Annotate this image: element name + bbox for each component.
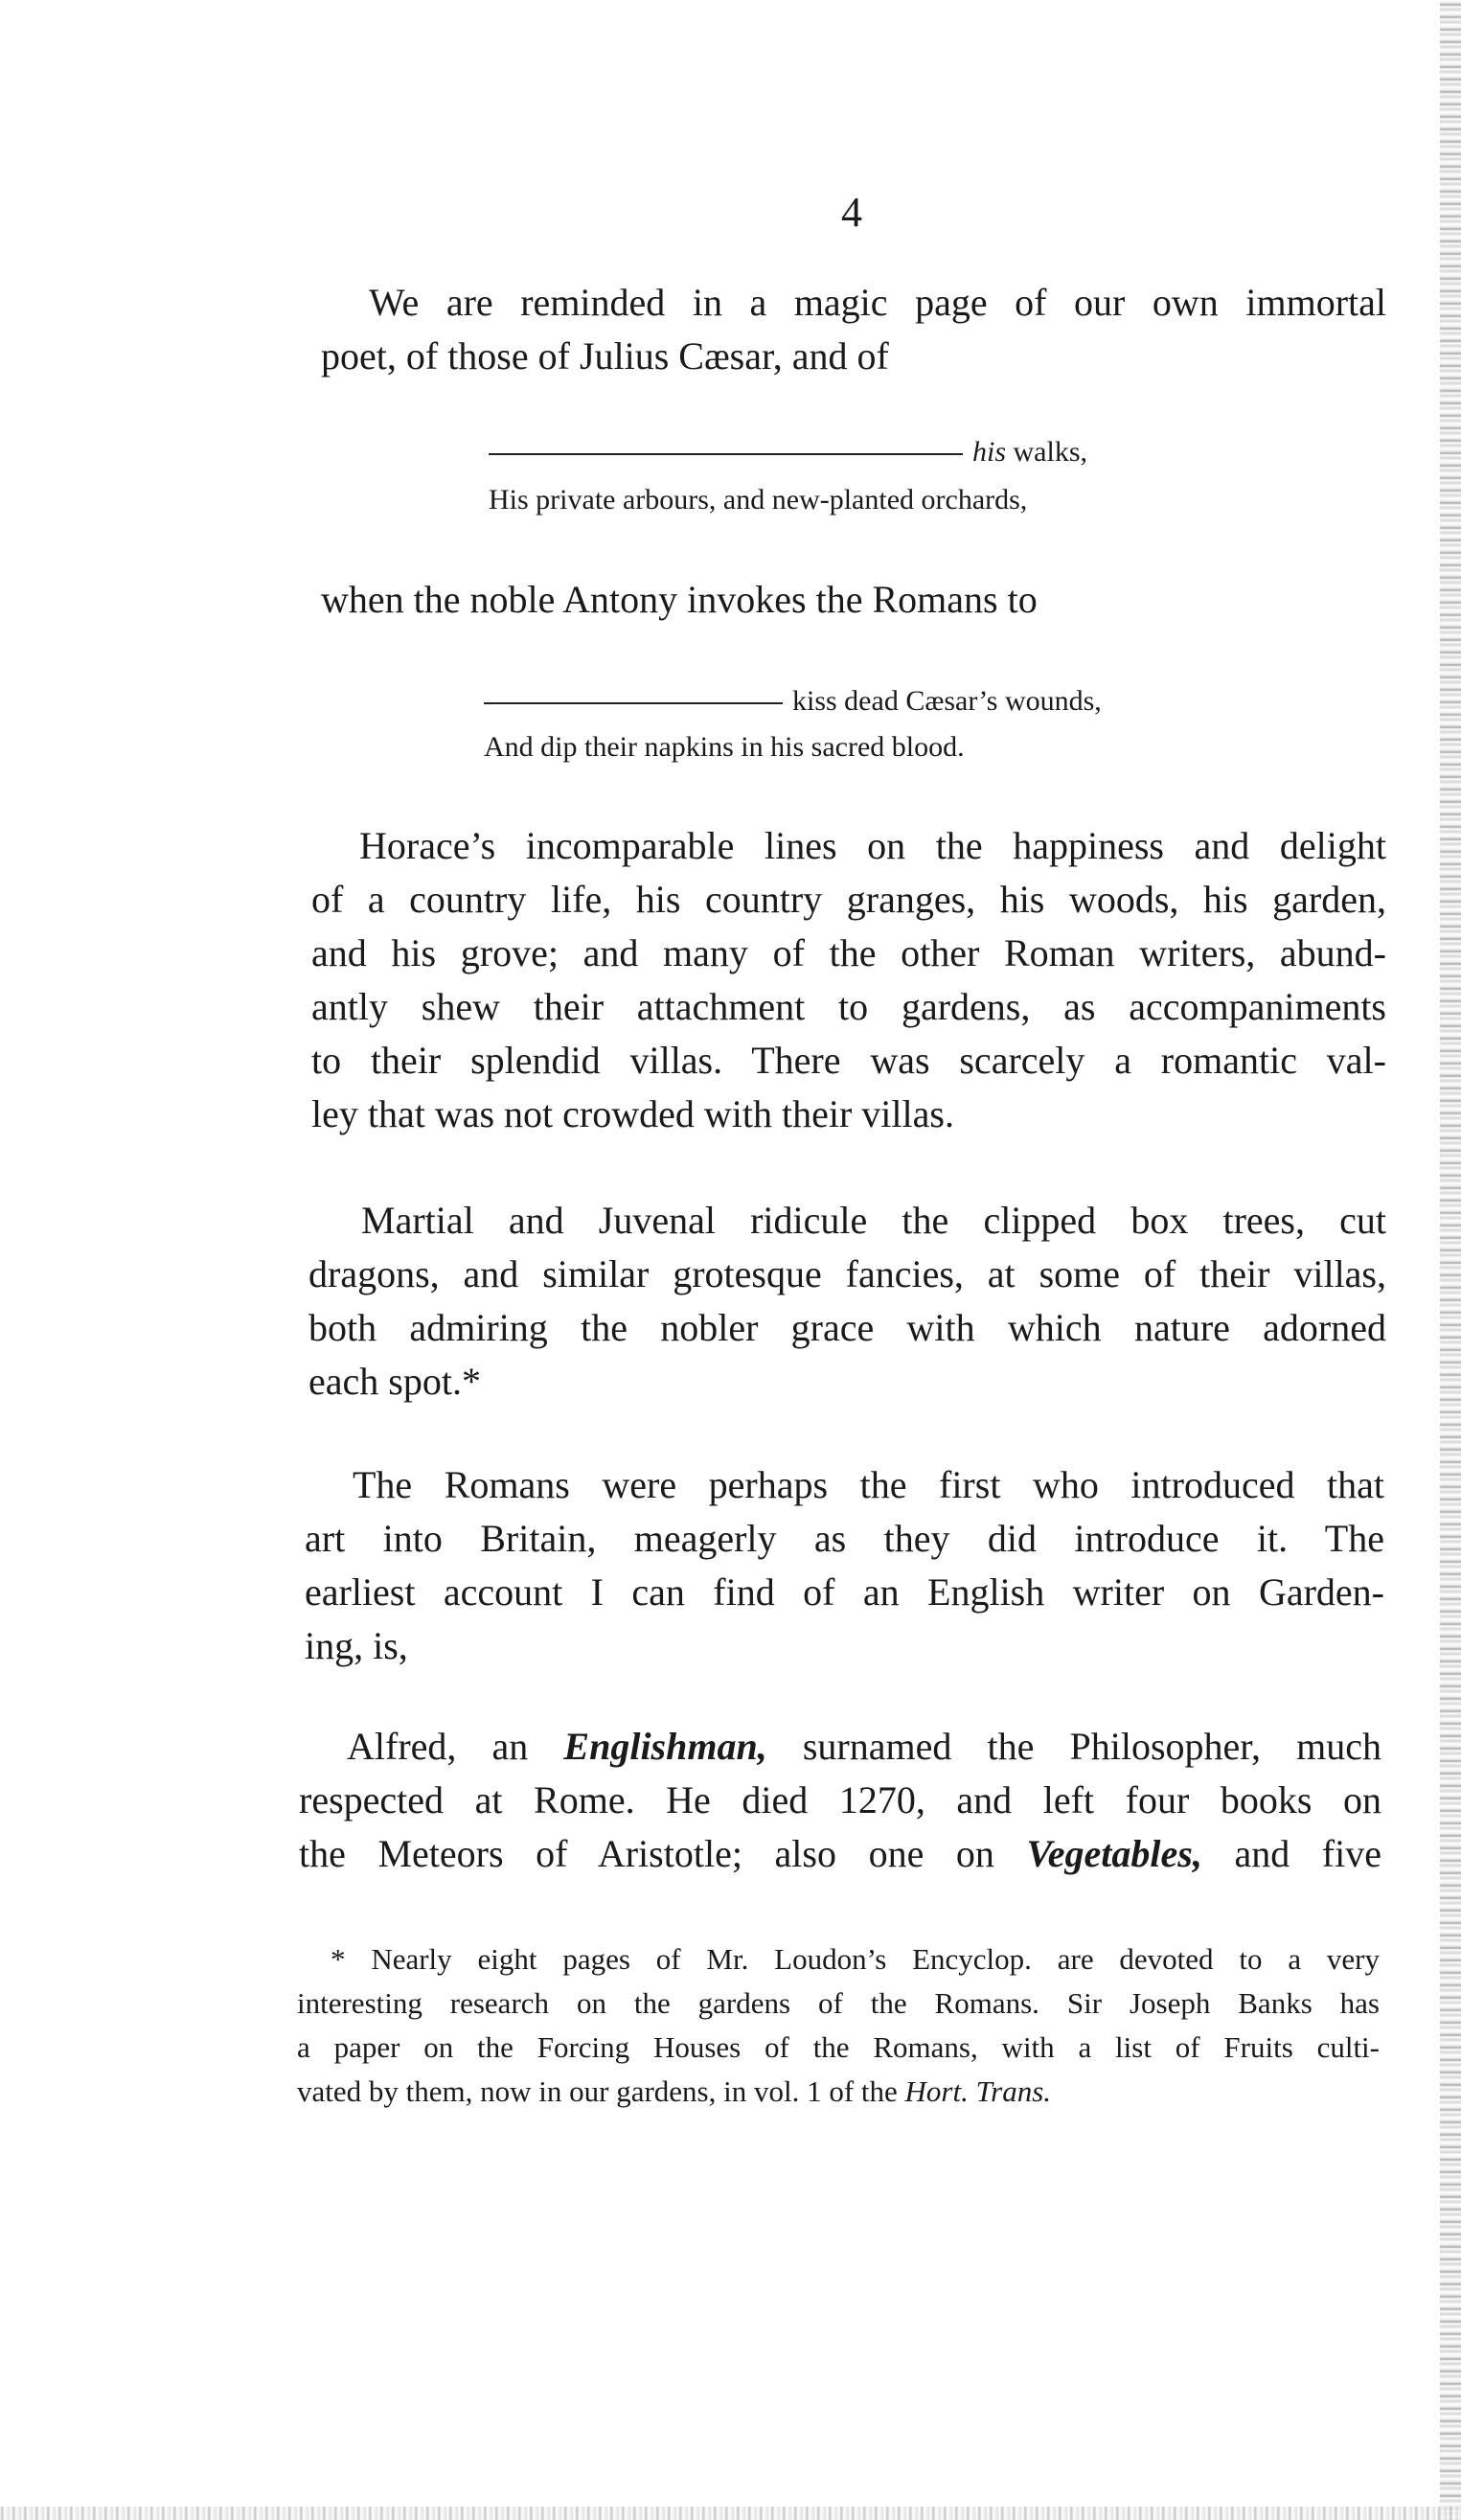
paragraph-5 (305, 1458, 1384, 1673)
paragraph-4 (308, 1194, 1386, 1409)
footnote-line: vated by them, now in our gardens, in vol. 1 of the Hort. Trans. (297, 2074, 1052, 2108)
paragraph-line: and his grove; and many of the other Roman writers, abund- (311, 931, 1386, 974)
emphasis-englishman: Englishman, (563, 1725, 767, 1768)
quote-dash-rule (484, 702, 783, 704)
verse-quote-2 (484, 678, 1250, 770)
paragraph-line: ing, is, (305, 1624, 408, 1667)
paragraph-2 (321, 573, 1386, 627)
paragraph-line: the Meteors of Aristotle; also one on Vegetables, and five (299, 1832, 1381, 1875)
verse-line: His private arbours, and new-planted orchards, (489, 484, 1028, 515)
paragraph-line: respected at Rome. He died 1270, and left four books on (299, 1778, 1381, 1821)
paragraph-line: of a country life, his country granges, his woods, his garden, (311, 878, 1386, 921)
paragraph-line: poet, of those of Julius Cæsar, and of (321, 334, 889, 378)
paragraph-line: Martial and Juvenal ridicule the clipped box trees, cut (361, 1199, 1386, 1242)
paragraph-line: Horace’s incomparable lines on the happiness and delight (359, 824, 1386, 867)
footnote-line: * Nearly eight pages of Mr. Loudon’s Encyclop. are devoted to a very (331, 1942, 1380, 1976)
verse-line: And dip their napkins in his sacred blood. (484, 731, 965, 763)
paragraph-3 (311, 819, 1386, 1141)
paragraph-1 (321, 276, 1386, 383)
paragraph-line: dragons, and similar grotesque fancies, at some of their villas, (308, 1252, 1386, 1295)
footnote-citation: Hort. Trans. (904, 2074, 1052, 2108)
paragraph-6 (299, 1720, 1381, 1881)
paragraph-line: ley that was not crowded with their villas. (311, 1092, 954, 1135)
paragraph-line: both admiring the nobler grace with which nature adorned (308, 1306, 1386, 1349)
paragraph-line: earliest account I can find of an English writer on Garden- (305, 1570, 1384, 1614)
paragraph-line: antly shew their attachment to gardens, as accompaniments (311, 985, 1386, 1028)
footnote-line: interesting research on the gardens of the Romans. Sir Joseph Banks has (297, 1986, 1380, 2020)
page-edge-bottom (0, 2507, 1461, 2520)
emphasis-vegetables: Vegetables, (1026, 1832, 1202, 1875)
paragraph-line: The Romans were perhaps the first who introduced that (353, 1463, 1384, 1506)
paragraph-line: to their splendid villas. There was scarcely a romantic val- (311, 1039, 1386, 1082)
page-edge-right (1440, 0, 1461, 2520)
paragraph-line: art into Britain, meagerly as they did introduce it. The (305, 1517, 1384, 1560)
verse-line: his walks, (489, 429, 1255, 475)
quote-dash-rule (489, 453, 963, 455)
verse-line: kiss dead Cæsar’s wounds, (484, 678, 1250, 724)
paragraph-line: We are reminded in a magic page of our own immortal (369, 281, 1386, 324)
footnote (297, 1937, 1380, 2114)
page-number: 4 (841, 189, 862, 236)
paragraph-line: Alfred, an Englishman, surnamed the Philosopher, much (347, 1725, 1381, 1768)
verse-quote-1 (489, 429, 1255, 523)
paragraph-line: each spot.* (308, 1360, 481, 1403)
paragraph-line: when the noble Antony invokes the Romans to (321, 578, 1038, 621)
footnote-line: a paper on the Forcing Houses of the Romans, with a list of Fruits culti- (297, 2030, 1380, 2064)
